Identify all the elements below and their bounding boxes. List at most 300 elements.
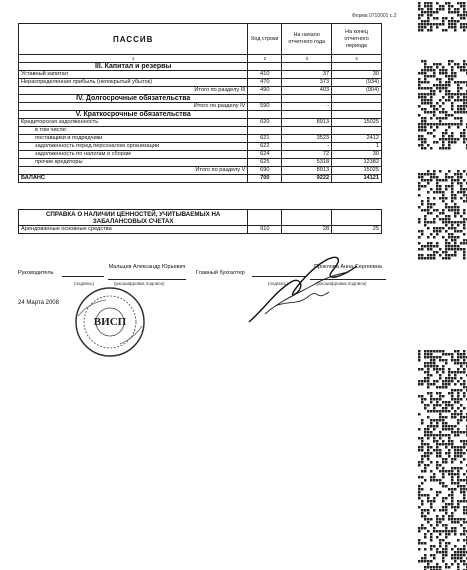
noise-speck — [424, 69, 427, 72]
noise-speck — [448, 135, 451, 138]
noise-speck — [448, 440, 451, 443]
noise-speck — [442, 353, 445, 356]
noise-speck — [460, 248, 463, 251]
noise-speck — [430, 212, 433, 215]
noise-speck — [421, 233, 424, 236]
noise-speck — [463, 554, 466, 557]
noise-speck — [451, 392, 454, 395]
noise-speck — [421, 72, 424, 75]
noise-speck — [418, 488, 421, 491]
passive-table — [18, 23, 382, 183]
noise-speck — [457, 419, 460, 422]
noise-speck — [430, 206, 433, 209]
noise-speck — [430, 383, 433, 386]
section-title: V. Краткосрочные обязательства — [19, 111, 248, 119]
noise-speck — [421, 461, 424, 464]
noise-speck — [463, 431, 466, 434]
seal-stamp-icon — [70, 282, 150, 362]
noise-speck — [451, 96, 454, 99]
noise-speck — [457, 392, 460, 395]
noise-speck — [445, 215, 448, 218]
noise-speck — [442, 428, 445, 431]
noise-speck — [457, 87, 460, 90]
noise-speck — [436, 380, 439, 383]
noise-speck — [454, 482, 457, 485]
noise-speck — [439, 452, 442, 455]
noise-speck — [463, 443, 466, 446]
accountant-name: Проклова Анна Сергеевна — [314, 264, 382, 270]
noise-speck — [418, 527, 421, 530]
noise-speck — [421, 102, 424, 105]
noise-speck — [439, 197, 442, 200]
noise-speck — [457, 123, 460, 126]
head-sign-caption: (подпись) — [74, 281, 95, 286]
noise-speck — [439, 410, 442, 413]
noise-speck — [424, 452, 427, 455]
noise-speck — [430, 132, 433, 135]
noise-speck — [448, 425, 451, 428]
noise-speck — [460, 5, 463, 8]
noise-speck — [460, 185, 463, 188]
noise-speck — [439, 212, 442, 215]
noise-speck — [451, 191, 454, 194]
noise-speck — [427, 416, 430, 419]
noise-speck — [427, 443, 430, 446]
noise-speck — [442, 132, 445, 135]
noise-speck — [457, 224, 460, 227]
noise-speck — [457, 93, 460, 96]
section-title: IV. Долгосрочные обязательства — [19, 95, 248, 103]
noise-speck — [463, 533, 466, 536]
noise-speck — [463, 563, 466, 566]
noise-speck — [457, 108, 460, 111]
noise-speck — [445, 533, 448, 536]
noise-speck — [421, 248, 424, 251]
noise-speck — [454, 206, 457, 209]
noise-speck — [454, 509, 457, 512]
noise-speck — [436, 23, 439, 26]
noise-speck — [454, 75, 457, 78]
row-end-value: 1 — [332, 143, 382, 151]
noise-speck — [430, 257, 433, 260]
noise-speck — [457, 554, 460, 557]
noise-speck — [454, 8, 457, 11]
noise-speck — [439, 84, 442, 87]
noise-speck — [460, 446, 463, 449]
noise-speck — [430, 173, 433, 176]
noise-speck — [439, 542, 442, 545]
noise-speck — [430, 524, 433, 527]
noise-speck — [442, 197, 445, 200]
noise-speck — [445, 242, 448, 245]
noise-speck — [436, 182, 439, 185]
row-start-value: - — [282, 103, 332, 111]
noise-speck — [457, 248, 460, 251]
noise-speck — [445, 239, 448, 242]
noise-speck — [436, 17, 439, 20]
noise-speck — [448, 518, 451, 521]
noise-speck — [460, 230, 463, 233]
noise-speck — [457, 66, 460, 69]
noise-speck — [418, 539, 421, 542]
noise-speck — [448, 443, 451, 446]
noise-speck — [457, 236, 460, 239]
noise-speck — [439, 443, 442, 446]
noise-speck — [427, 509, 430, 512]
noise-speck — [436, 422, 439, 425]
row-label: в том числе: — [19, 127, 248, 135]
noise-speck — [427, 257, 430, 260]
noise-speck — [451, 233, 454, 236]
noise-speck — [436, 491, 439, 494]
reference-title: СПРАВКА О НАЛИЧИИ ЦЕННОСТЕЙ, УЧИТЫВАЕМЫХ НА ЗАБАЛАНСОВЫХ СЧЕТАХ — [19, 210, 248, 226]
noise-speck — [421, 515, 424, 518]
noise-speck — [442, 209, 445, 212]
noise-speck — [427, 14, 430, 17]
noise-speck — [439, 105, 442, 108]
noise-speck — [448, 84, 451, 87]
noise-speck — [448, 473, 451, 476]
noise-speck — [424, 26, 427, 29]
noise-speck — [430, 476, 433, 479]
noise-speck — [463, 254, 466, 257]
noise-speck — [433, 428, 436, 431]
noise-speck — [439, 227, 442, 230]
noise-speck — [421, 147, 424, 150]
noise-speck — [418, 350, 421, 353]
noise-speck — [457, 380, 460, 383]
noise-speck — [463, 179, 466, 182]
table-row — [19, 226, 382, 234]
noise-speck — [451, 488, 454, 491]
noise-speck — [445, 443, 448, 446]
noise-speck — [418, 506, 421, 509]
row-end-value: 25 — [332, 226, 382, 234]
noise-speck — [457, 173, 460, 176]
noise-speck — [427, 206, 430, 209]
table-title: ПАССИВ — [19, 24, 248, 55]
noise-speck — [451, 380, 454, 383]
noise-speck — [457, 359, 460, 362]
noise-speck — [454, 506, 457, 509]
noise-speck — [424, 479, 427, 482]
noise-speck — [463, 392, 466, 395]
row-label: прочие кредиторы — [19, 159, 248, 167]
noise-speck — [439, 350, 442, 353]
noise-speck — [430, 398, 433, 401]
row-code: 590 — [248, 103, 282, 111]
noise-speck — [451, 563, 454, 566]
noise-speck — [448, 218, 451, 221]
row-end-value: 2412 — [332, 135, 382, 143]
noise-speck — [418, 380, 421, 383]
noise-speck — [424, 515, 427, 518]
noise-speck — [454, 458, 457, 461]
noise-speck — [433, 545, 436, 548]
noise-speck — [457, 401, 460, 404]
noise-speck — [451, 132, 454, 135]
noise-speck — [445, 203, 448, 206]
noise-speck — [433, 72, 436, 75]
noise-speck — [430, 29, 433, 32]
noise-speck — [463, 188, 466, 191]
noise-speck — [448, 377, 451, 380]
noise-speck — [424, 111, 427, 114]
noise-speck — [439, 431, 442, 434]
noise-speck — [436, 179, 439, 182]
noise-speck — [445, 132, 448, 135]
section-row — [19, 63, 382, 71]
noise-speck — [454, 111, 457, 114]
noise-speck — [445, 114, 448, 117]
row-end-value: (934) — [332, 79, 382, 87]
noise-speck — [448, 233, 451, 236]
table-row — [19, 143, 382, 151]
noise-speck — [418, 105, 421, 108]
noise-speck — [427, 386, 430, 389]
noise-speck — [451, 458, 454, 461]
noise-speck — [433, 410, 436, 413]
noise-speck — [460, 23, 463, 26]
noise-speck — [430, 356, 433, 359]
noise-speck — [427, 560, 430, 563]
noise-speck — [454, 413, 457, 416]
noise-speck — [421, 419, 424, 422]
noise-speck — [430, 434, 433, 437]
noise-speck — [436, 209, 439, 212]
noise-speck — [424, 78, 427, 81]
noise-speck — [442, 506, 445, 509]
noise-speck — [463, 26, 466, 29]
noise-speck — [424, 467, 427, 470]
noise-speck — [457, 500, 460, 503]
noise-speck — [424, 215, 427, 218]
noise-speck — [427, 99, 430, 102]
noise-speck — [448, 470, 451, 473]
noise-speck — [454, 227, 457, 230]
noise-speck — [442, 69, 445, 72]
noise-speck — [445, 99, 448, 102]
noise-speck — [463, 416, 466, 419]
noise-speck — [436, 227, 439, 230]
noise-speck — [445, 422, 448, 425]
noise-speck — [436, 371, 439, 374]
noise-speck — [421, 96, 424, 99]
noise-speck — [418, 188, 421, 191]
noise-speck — [436, 452, 439, 455]
noise-speck — [427, 2, 430, 5]
noise-speck — [427, 191, 430, 194]
row-start-value: 403 — [282, 87, 332, 95]
noise-speck — [424, 407, 427, 410]
noise-speck — [445, 72, 448, 75]
noise-speck — [433, 557, 436, 560]
noise-speck — [421, 179, 424, 182]
noise-speck — [451, 431, 454, 434]
noise-speck — [463, 111, 466, 114]
noise-speck — [442, 395, 445, 398]
noise-speck — [454, 449, 457, 452]
noise-speck — [439, 72, 442, 75]
noise-speck — [421, 135, 424, 138]
noise-speck — [448, 2, 451, 5]
noise-speck — [457, 476, 460, 479]
noise-speck — [418, 185, 421, 188]
noise-speck — [424, 5, 427, 8]
noise-speck — [463, 93, 466, 96]
noise-speck — [463, 380, 466, 383]
noise-speck — [454, 389, 457, 392]
noise-speck — [445, 536, 448, 539]
noise-speck — [445, 353, 448, 356]
noise-speck — [421, 512, 424, 515]
noise-speck — [460, 14, 463, 17]
noise-speck — [442, 108, 445, 111]
noise-speck — [445, 566, 448, 569]
noise-speck — [448, 434, 451, 437]
noise-speck — [418, 242, 421, 245]
noise-speck — [445, 404, 448, 407]
noise-speck — [430, 117, 433, 120]
noise-speck — [427, 449, 430, 452]
noise-speck — [439, 491, 442, 494]
noise-speck — [460, 548, 463, 551]
noise-speck — [442, 141, 445, 144]
noise-speck — [463, 99, 466, 102]
noise-speck — [442, 117, 445, 120]
noise-speck — [418, 176, 421, 179]
noise-speck — [433, 75, 436, 78]
noise-speck — [451, 518, 454, 521]
noise-speck — [448, 11, 451, 14]
noise-speck — [442, 386, 445, 389]
noise-speck — [457, 362, 460, 365]
noise-speck — [460, 551, 463, 554]
noise-speck — [424, 96, 427, 99]
noise-speck — [445, 230, 448, 233]
noise-speck — [463, 242, 466, 245]
noise-speck — [460, 26, 463, 29]
noise-speck — [442, 557, 445, 560]
noise-speck — [424, 129, 427, 132]
noise-speck — [463, 512, 466, 515]
noise-speck — [433, 135, 436, 138]
noise-speck — [433, 383, 436, 386]
noise-speck — [436, 78, 439, 81]
noise-speck — [451, 506, 454, 509]
noise-speck — [430, 401, 433, 404]
noise-speck — [430, 350, 433, 353]
noise-speck — [427, 563, 430, 566]
noise-speck — [445, 458, 448, 461]
noise-speck — [436, 126, 439, 129]
noise-speck — [427, 350, 430, 353]
noise-speck — [427, 518, 430, 521]
noise-speck — [445, 563, 448, 566]
row-end-value: 15025 — [332, 167, 382, 175]
noise-speck — [421, 203, 424, 206]
noise-speck — [436, 2, 439, 5]
noise-speck — [433, 476, 436, 479]
noise-speck — [460, 197, 463, 200]
noise-speck — [448, 144, 451, 147]
noise-speck — [442, 401, 445, 404]
noise-speck — [424, 209, 427, 212]
noise-speck — [430, 419, 433, 422]
noise-speck — [442, 461, 445, 464]
row-start-value: 9222 — [282, 175, 332, 183]
noise-speck — [454, 410, 457, 413]
noise-speck — [460, 413, 463, 416]
noise-speck — [463, 212, 466, 215]
row-code: 690 — [248, 167, 282, 175]
noise-speck — [451, 141, 454, 144]
noise-speck — [439, 464, 442, 467]
noise-speck — [418, 221, 421, 224]
noise-speck — [418, 356, 421, 359]
noise-speck — [424, 434, 427, 437]
noise-speck — [457, 126, 460, 129]
noise-speck — [457, 20, 460, 23]
noise-speck — [454, 63, 457, 66]
noise-speck — [439, 185, 442, 188]
noise-speck — [448, 257, 451, 260]
noise-speck — [439, 470, 442, 473]
row-label: Итого по разделу III — [19, 87, 248, 95]
noise-speck — [430, 123, 433, 126]
noise-speck — [445, 485, 448, 488]
noise-speck — [448, 515, 451, 518]
table-row — [19, 151, 382, 159]
noise-speck — [418, 368, 421, 371]
noise-speck — [442, 458, 445, 461]
noise-speck — [442, 467, 445, 470]
noise-speck — [448, 26, 451, 29]
noise-speck — [418, 491, 421, 494]
noise-speck — [451, 102, 454, 105]
noise-speck — [418, 194, 421, 197]
table-row — [19, 175, 382, 183]
noise-speck — [451, 105, 454, 108]
noise-speck — [430, 560, 433, 563]
noise-speck — [430, 425, 433, 428]
noise-speck — [421, 81, 424, 84]
noise-speck — [436, 461, 439, 464]
noise-speck — [421, 503, 424, 506]
noise-speck — [448, 206, 451, 209]
noise-speck — [439, 8, 442, 11]
noise-speck — [427, 410, 430, 413]
noise-speck — [445, 17, 448, 20]
noise-speck — [421, 29, 424, 32]
noise-speck — [460, 533, 463, 536]
noise-speck — [448, 78, 451, 81]
noise-speck — [421, 446, 424, 449]
noise-speck — [451, 377, 454, 380]
col-number: 2 — [248, 55, 282, 63]
noise-speck — [451, 473, 454, 476]
noise-speck — [460, 87, 463, 90]
noise-speck — [457, 182, 460, 185]
noise-speck — [433, 17, 436, 20]
noise-speck — [457, 212, 460, 215]
noise-speck — [448, 185, 451, 188]
noise-speck — [448, 20, 451, 23]
noise-speck — [430, 26, 433, 29]
noise-speck — [436, 251, 439, 254]
noise-speck — [436, 536, 439, 539]
noise-speck — [460, 66, 463, 69]
